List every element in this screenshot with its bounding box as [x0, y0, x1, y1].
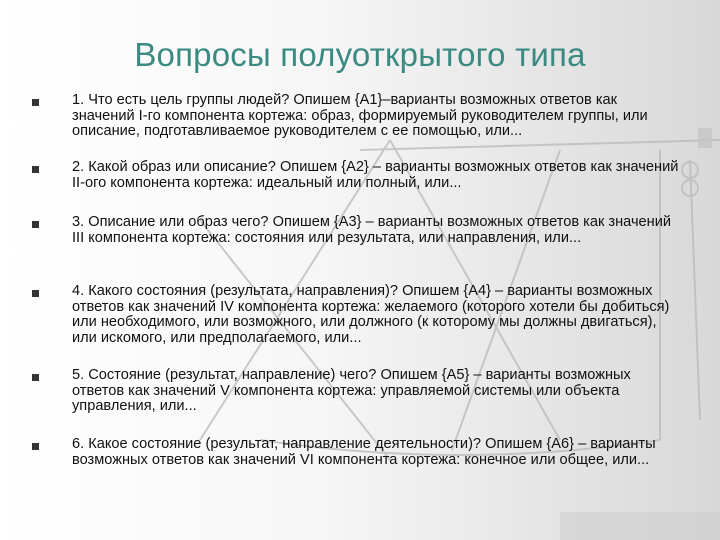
square-bullet-icon — [32, 290, 39, 297]
square-bullet-icon — [32, 166, 39, 173]
list-item-text: 6. Какое состояние (результат, направление деятельности)? Опишем {A6} – варианты возможных ответов как значений VI компонента кортежа: конечное или общее, или... — [72, 436, 656, 468]
list-item-text: 5. Состояние (результат, направление) чего? Опишем {A5} – варианты возможных ответов как значений V компонента кортежа: управляемой системы или объекта управления, или... — [72, 367, 631, 414]
square-bullet-icon — [32, 443, 39, 450]
square-bullet-icon — [32, 99, 39, 106]
list-item-text: 2. Какой образ или описание? Опишем {A2} – варианты возможных ответов как значений II-ого компонента кортежа: идеальный или полный, или... — [72, 159, 679, 191]
square-bullet-icon — [32, 374, 39, 381]
list-item-text: 3. Описание или образ чего? Опишем {A3} – варианты возможных ответов как значений III компонента кортежа: состояния или результата, или направления, или... — [72, 214, 672, 246]
slide-title: Вопросы полуоткрытого типа — [134, 36, 586, 73]
square-bullet-icon — [32, 221, 39, 228]
list-item-text: 1. Что есть цель группы людей? Опишем {A1}–варианты возможных ответов как значений I-го компонента кортежа: образ, формируемый руководителем группы, или описание, подготавливаемое руководителем с ее помощью, или... — [72, 92, 648, 139]
list-item-text: 4. Какого состояния (результата, направления)? Опишем {A4} – варианты возможных ответов как значений IV компонента кортежа: желаемого (которого хотели бы добиться) или необходимого, или возможного, или должного (к которому мы должны двигаться), или искомого, или предполагаемого, или... — [72, 283, 670, 346]
